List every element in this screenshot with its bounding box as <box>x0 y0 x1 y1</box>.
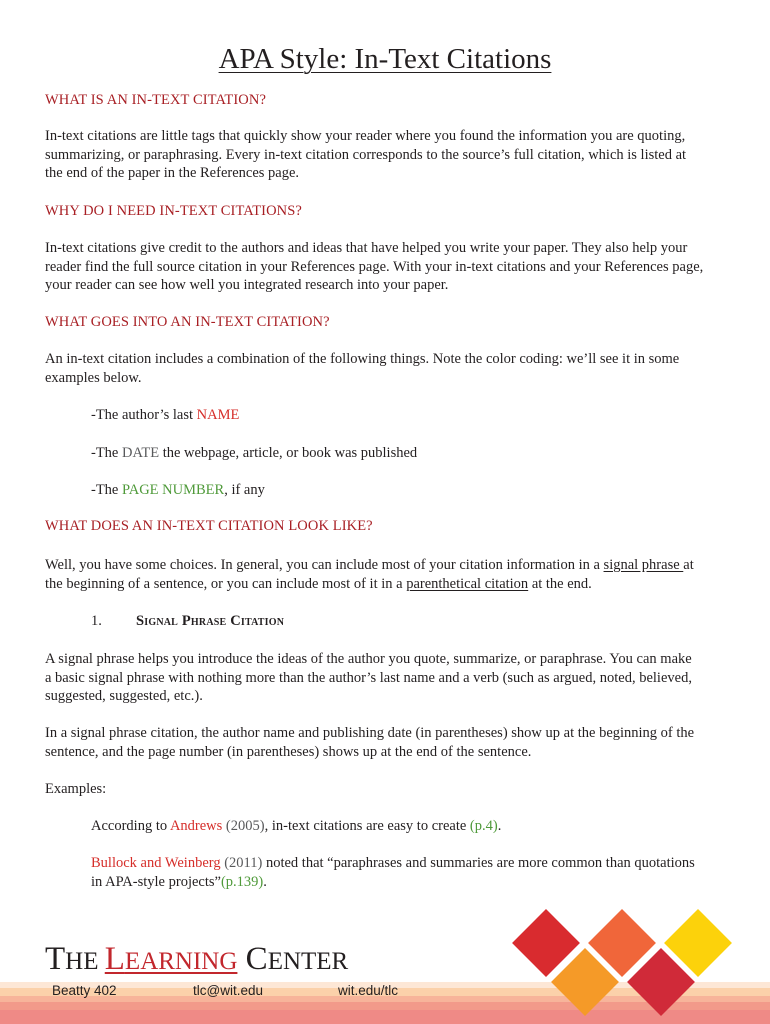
example-page: (p.4) <box>469 818 498 834</box>
text-line: In a signal phrase citation, the author name and publishing date (in parentheses) show up at the beginning of the <box>45 725 695 741</box>
learning-center-logo <box>45 941 348 978</box>
text-line: A signal phrase helps you introduce the ideas of the author you quote, summarize, or paraphrase. You can make <box>45 651 692 667</box>
text-line <box>45 556 735 575</box>
logo-text: C <box>237 941 268 977</box>
signal-phrase-term: signal phrase <box>603 557 684 573</box>
paragraph-what-goes <box>45 350 735 387</box>
footer-location: Beatty 402 <box>52 983 117 998</box>
paragraph-look-like <box>45 556 735 593</box>
logo-text: L <box>104 941 125 977</box>
text-span: According to <box>91 818 170 834</box>
heading-look-like: WHAT DOES AN IN-TEXT CITATION LOOK LIKE? <box>45 518 373 534</box>
component-label: -The <box>91 445 122 461</box>
text-line: An in-text citation includes a combination of the following things. Note the color coding: we’ll see it in some <box>45 351 680 367</box>
text-span: noted that “paraphrases and summaries are more common than quotations <box>262 855 695 871</box>
paragraph-signal-2 <box>45 724 735 761</box>
text-line: examples below. <box>45 369 142 386</box>
text-line: sentence, and the page number (in parentheses) shows up at the end of the sentence. <box>45 743 532 760</box>
text-span: Well, you have some choices. In general, you can include most of your citation information in a <box>45 557 604 573</box>
component-text: , if any <box>224 482 265 498</box>
text-line <box>91 854 741 873</box>
heading-what-is: WHAT IS AN IN-TEXT CITATION? <box>45 92 266 108</box>
text-line: a basic signal phrase with nothing more than the author’s last name and a verb (such as argued, noted, believed, <box>45 669 692 686</box>
text-line: suggested, suggested, etc.). <box>45 688 203 704</box>
footer-stripe <box>0 1010 770 1024</box>
component-date <box>91 444 741 463</box>
examples-label: Examples: <box>45 781 107 797</box>
text-span: in APA-style projects” <box>91 873 221 890</box>
subheading-signal-phrase: Signal Phrase Citation <box>136 613 285 629</box>
text-line: your reader can see how well you integrated research into your paper. <box>45 277 449 293</box>
page-title: APA Style: In-Text Citations <box>218 43 552 75</box>
component-name <box>91 406 741 425</box>
paragraph-what-is <box>45 127 735 183</box>
date-keyword: DATE <box>122 445 160 461</box>
logo-text: T <box>45 941 66 977</box>
text-line: In-text citations give credit to the authors and ideas that have helped you write your paper. They also help your <box>45 240 688 256</box>
text-line: In-text citations are little tags that quickly show your reader where you found the information you are quoting, <box>45 128 686 144</box>
component-label: -The <box>91 482 122 498</box>
heading-what-goes: WHAT GOES INTO AN IN-TEXT CITATION? <box>45 314 330 330</box>
example-2 <box>91 854 741 891</box>
logo-text: HE <box>65 948 105 975</box>
example-1 <box>91 817 741 836</box>
heading-why: WHY DO I NEED IN-TEXT CITATIONS? <box>45 203 302 219</box>
example-page: (p.139) <box>220 873 264 890</box>
example-author: Bullock and Weinberg <box>91 855 221 871</box>
parenthetical-term: parenthetical citation <box>406 575 529 592</box>
list-number: 1. <box>91 613 102 629</box>
text-span: , in-text citations are easy to create <box>264 818 470 834</box>
text-line: summarizing, or paraphrasing. Every in-text citation corresponds to the source’s full citation, which is listed at <box>45 146 687 163</box>
text-span: at <box>683 557 694 573</box>
component-text: the webpage, article, or book was published <box>159 445 418 461</box>
footer-email[interactable]: tlc@wit.edu <box>193 983 263 998</box>
logo-text: EARNING <box>124 948 238 975</box>
text-span: . <box>497 818 502 834</box>
text-line: reader find the full source citation in your References page. With your in-text citations and your References page, <box>45 258 704 275</box>
page-keyword: PAGE NUMBER <box>122 482 225 498</box>
text-line <box>45 575 735 594</box>
text-span: the beginning of a sentence, or you can include most of it in a <box>45 575 407 592</box>
example-date: (2005) <box>222 818 265 834</box>
example-date: (2011) <box>220 855 263 871</box>
name-keyword: NAME <box>196 407 240 423</box>
paragraph-signal-1 <box>45 650 735 706</box>
text-span: at the end. <box>528 575 592 592</box>
example-author: Andrews <box>169 818 223 834</box>
component-page <box>91 481 741 500</box>
component-label: -The author’s last <box>91 407 197 423</box>
text-line <box>91 873 741 892</box>
logo-text: ENTER <box>267 948 349 975</box>
footer-website[interactable]: wit.edu/tlc <box>338 983 399 998</box>
text-line: the end of the paper in the References page. <box>45 165 300 181</box>
paragraph-why <box>45 239 735 295</box>
logo-learning <box>105 941 238 977</box>
text-span: . <box>263 873 267 890</box>
